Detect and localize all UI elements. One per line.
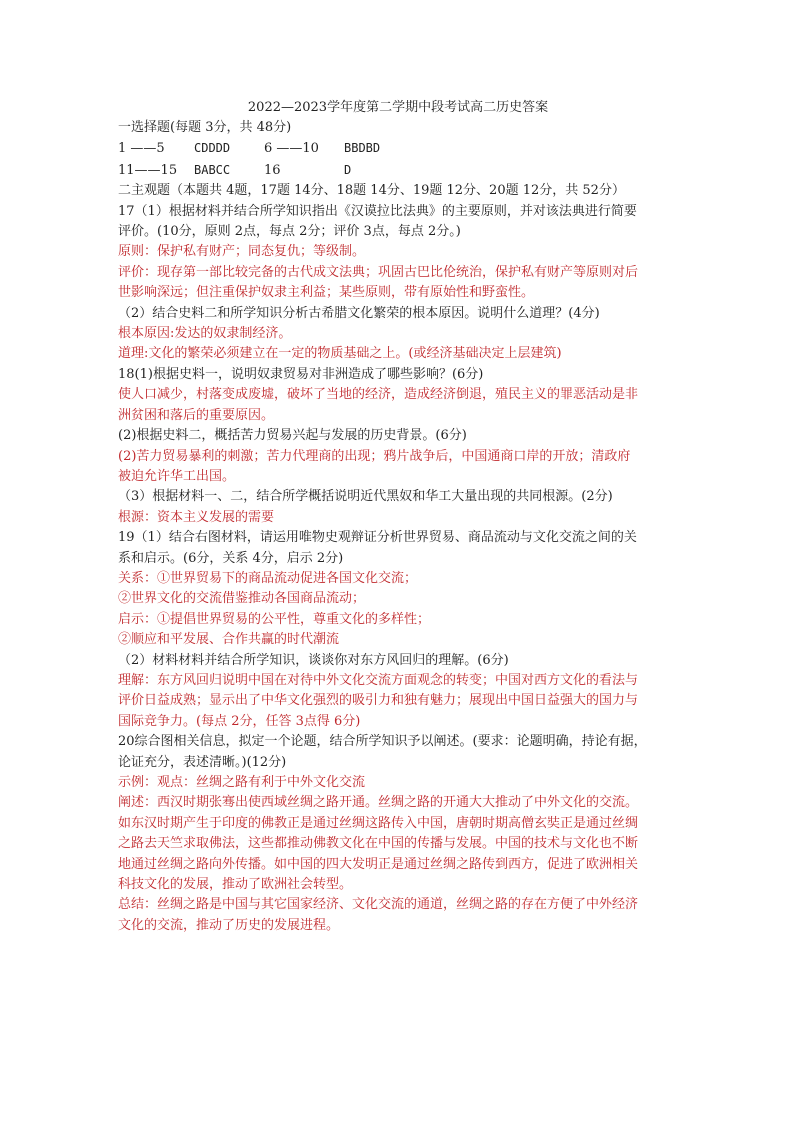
answer-line: 评价：现存第一部比较完备的古代成文法典；巩固古巴比伦统治，保护私有财产等原则对后 bbox=[118, 264, 639, 280]
question-line: （3）根据材料一、二，结合所学概括说明近代黑奴和华工大量出现的共同根源。(2分) bbox=[118, 489, 613, 505]
answer-body bbox=[118, 202, 678, 937]
mc-answers: BBDBD bbox=[344, 141, 381, 156]
question-line: 系和启示。(6分，关系 4分，启示 2分) bbox=[118, 550, 344, 566]
section-heading-subjective: 二主观题（本题共 4题，17题 14分、18题 14分、19题 12分、20题 12分，共 52分） bbox=[118, 183, 625, 199]
answer-line: 地通过丝绸之路向外传播。如中国的四大发明正是通过丝绸之路传到西方，促进了欧洲相关 bbox=[118, 856, 639, 872]
answer-line: 根源：资本主义发展的需要 bbox=[118, 509, 275, 525]
question-line: （2）结合史料二和所学知识分析古希腊文化繁荣的根本原因。说明什么道理？(4分) bbox=[118, 305, 600, 321]
answer-line: 文化的交流，推动了历史的发展进程。 bbox=[118, 917, 340, 933]
section-heading-choice: 一选择题(每题 3分，共 48分) bbox=[118, 120, 292, 135]
question-line: 19（1）结合右图材料，请运用唯物史观辩证分析世界贸易、商品流动与文化交流之间的关 bbox=[118, 530, 637, 546]
answer-line: 使人口减少，村落变成废墟，破坏了当地的经济，造成经济倒退，殖民主义的罪恶活动是非 bbox=[118, 387, 639, 403]
answer-line: 洲贫困和落后的重要原因。 bbox=[118, 407, 275, 423]
answer-line: 原则：保护私有财产；同态复仇；等级制。 bbox=[118, 244, 366, 260]
answer-document bbox=[118, 98, 678, 936]
answer-line: 启示：①提倡世界贸易的公平性，尊重文化的多样性； bbox=[118, 611, 431, 627]
mc-range: 6 ——10 bbox=[264, 141, 319, 157]
answer-line: ②世界文化的交流借鉴推动各国商品流动； bbox=[118, 591, 366, 607]
answer-line: 关系：①世界贸易下的商品流动促进各国文化交流； bbox=[118, 570, 418, 586]
document-title: 2022—2023学年度第二学期中段考试高二历史答案 bbox=[247, 100, 549, 115]
answer-line: 阐述：西汉时期张骞出使西域丝绸之路开通。丝绸之路的开通大大推动了中外文化的交流。 bbox=[118, 795, 639, 811]
answer-line: 科技文化的发展，推动了欧洲社会转型。 bbox=[118, 877, 353, 893]
answer-line: 根本原因:发达的奴隶制经济。 bbox=[118, 326, 292, 342]
question-line: 17（1）根据材料并结合所学知识指出《汉谟拉比法典》的主要原则，并对该法典进行简要 bbox=[118, 203, 637, 219]
mc-answer-row bbox=[118, 138, 678, 159]
mc-range: 16 bbox=[264, 162, 281, 178]
mc-answers: CDDDD bbox=[194, 141, 231, 156]
answer-line: 国际竞争力。(每点 2分，任答 3点得 6分) bbox=[118, 713, 361, 729]
answer-line: ②顺应和平发展、合作共赢的时代潮流 bbox=[118, 632, 340, 648]
answer-line: 理解：东方风回归说明中国在对待中外文化交流方面观念的转变；中国对西方文化的看法与 bbox=[118, 672, 639, 688]
question-line: 论证充分，表述清晰。)(12分) bbox=[118, 754, 287, 770]
mc-answer-row bbox=[118, 160, 678, 181]
question-line: (2)根据史料二，概括苦力贸易兴起与发展的历史背景。(6分) bbox=[118, 428, 467, 444]
answer-line: 评价日益成熟；显示出了中华文化强烈的吸引力和独有魅力；展现出中国日益强大的国力与 bbox=[118, 693, 639, 709]
answer-line: 被迫允许华工出国。 bbox=[118, 468, 236, 484]
question-line: 18(1)根据史料一，说明奴隶贸易对非洲造成了哪些影响？(6分) bbox=[118, 366, 484, 382]
question-line: 20综合图相关信息，拟定一个论题，结合所学知识予以阐述。(要求：论题明确，持论有据， bbox=[118, 734, 647, 750]
question-line: （2）材料材料并结合所学知识，谈谈你对东方风回归的理解。(6分) bbox=[118, 652, 509, 668]
answer-line: 总结：丝绸之路是中国与其它国家经济、文化交流的通道，丝绸之路的存在方便了中外经济 bbox=[118, 897, 639, 913]
answer-line: (2)苦力贸易暴利的刺激；苦力代理商的出现；鸦片战争后，中国通商口岸的开放；清政府 bbox=[118, 448, 631, 464]
answer-line: 示例：观点：丝绸之路有利于中外文化交流 bbox=[118, 775, 366, 790]
answer-line: 道理:文化的繁荣必须建立在一定的物质基础之上。(或经济基础决定上层建筑) bbox=[118, 346, 562, 362]
mc-range: 1 ——5 bbox=[118, 141, 165, 157]
mc-range: 11——15 bbox=[118, 162, 178, 178]
answer-line: 如东汉时期产生于印度的佛教正是通过丝绸这路传入中国，唐朝时期高僧玄奘正是通过丝绸 bbox=[118, 815, 639, 831]
question-line: 评价。(10分，原则 2点，每点 2分；评价 3点，每点 2分。) bbox=[118, 224, 461, 240]
answer-line: 之路去天竺求取佛法，这些都推动佛教文化在中国的传播与发展。中国的技术与文化也不断 bbox=[118, 836, 639, 852]
answer-line: 世影响深远；但注重保护奴隶主利益；某些原则，带有原始性和野蛮性。 bbox=[118, 285, 535, 301]
mc-answers: D bbox=[344, 162, 352, 177]
mc-answers: BABCC bbox=[194, 162, 231, 177]
